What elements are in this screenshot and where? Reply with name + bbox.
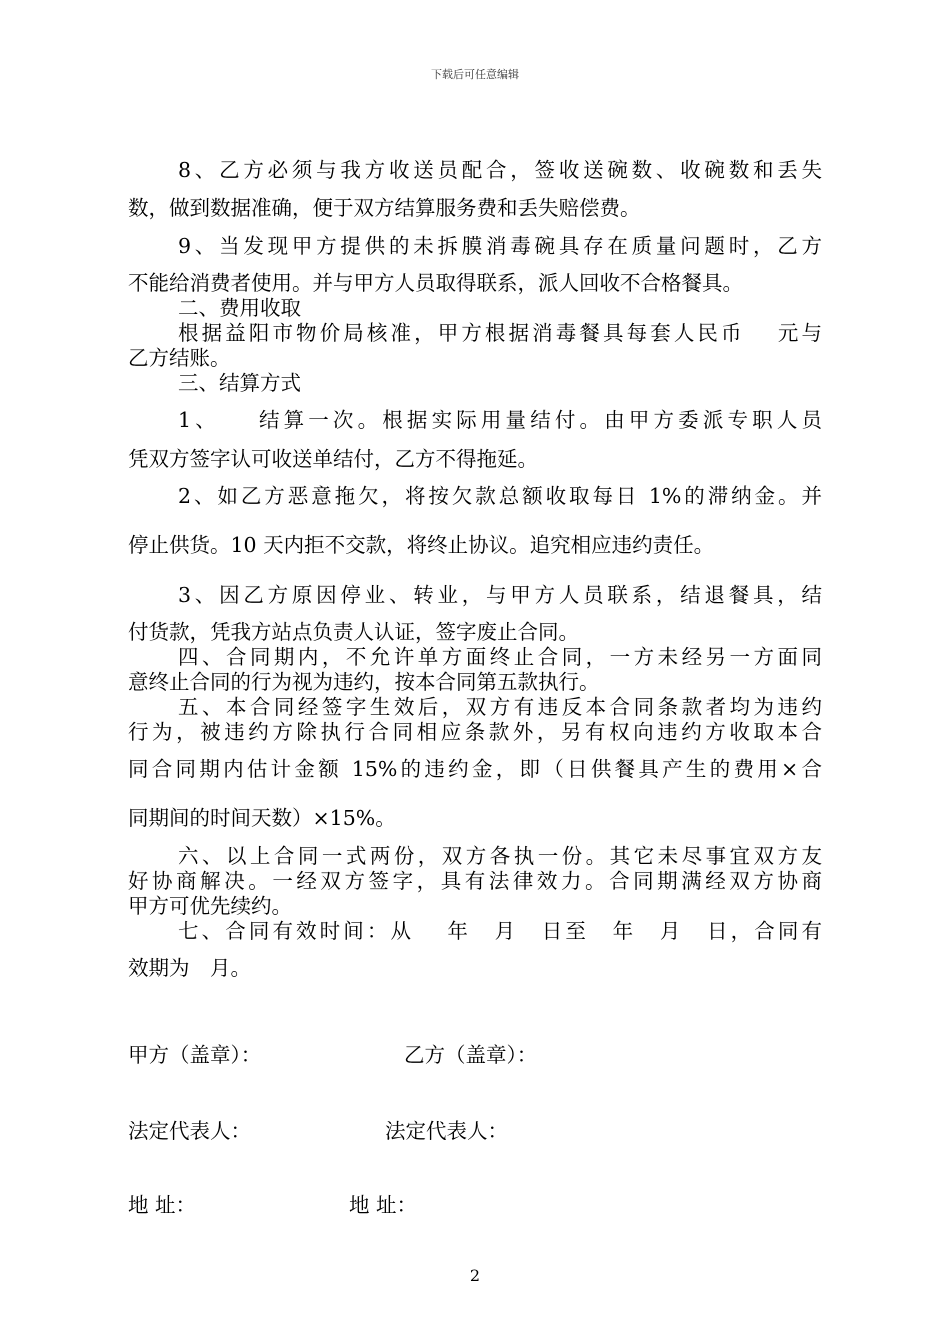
body-line: 3、因乙方原因停业、转业，与甲方人员联系，结退餐具，结 <box>178 583 822 607</box>
party-a-representative-label: 法定代表人： <box>128 1119 251 1143</box>
section-heading: 三、结算方式 <box>178 371 301 395</box>
body-line: 付货款，凭我方站点负责人认证，签字废止合同。 <box>128 620 579 644</box>
party-b-seal-label: 乙方（盖章）： <box>404 1043 538 1067</box>
body-line: 效期为 月。 <box>128 956 251 980</box>
body-line: 8、乙方必须与我方收送员配合，签收送碗数、收碗数和丢失 <box>178 158 822 182</box>
body-line: 数，做到数据准确，便于双方结算服务费和丢失赔偿费。 <box>128 196 641 220</box>
body-line: 不能给消费者使用。并与甲方人员取得联系，派人回收不合格餐具。 <box>128 271 743 295</box>
body-line: 意终止合同的行为视为违约，按本合同第五款执行。 <box>128 670 600 694</box>
body-line: 行为，被违约方除执行合同相应条款外，另有权向违约方收取本合 <box>128 720 822 744</box>
page-number: 2 <box>469 1266 481 1285</box>
body-line: 同期间的时间天数）×15%。 <box>128 806 396 830</box>
party-b-representative-label: 法定代表人： <box>385 1119 508 1143</box>
body-line: 9、当发现甲方提供的未拆膜消毒碗具存在质量问题时，乙方 <box>178 234 822 258</box>
body-line: 五、本合同经签字生效后，双方有违反本合同条款者均为违约 <box>178 695 822 719</box>
body-line: 甲方可优先续约。 <box>128 894 292 918</box>
body-line: 好协商解决。一经双方签字，具有法律效力。合同期满经双方协商 <box>128 869 822 893</box>
body-line: 七、合同有效时间：从 年 月 日至 年 月 日，合同有 <box>178 919 822 943</box>
body-line: 同合同期内估计金额 15%的违约金，即（日供餐具产生的费用×合 <box>128 757 822 781</box>
body-line: 乙方结账。 <box>128 346 231 370</box>
section-heading: 二、费用收取 <box>178 296 301 320</box>
body-line: 四、合同期内，不允许单方面终止合同，一方未经另一方面同 <box>178 645 822 669</box>
page-header: 下载后可任意编辑 <box>431 68 519 81</box>
body-line: 1、 结算一次。根据实际用量结付。由甲方委派专职人员 <box>178 408 822 432</box>
body-line: 2、如乙方恶意拖欠，将按欠款总额收取每日 1%的滞纳金。并 <box>178 484 822 508</box>
body-line: 根据益阳市物价局核准，甲方根据消毒餐具每套人民币 元与 <box>178 321 822 345</box>
party-a-address-label: 地 址： <box>128 1193 197 1217</box>
body-line: 凭双方签字认可收送单结付，乙方不得拖延。 <box>128 447 538 471</box>
party-b-address-label: 地 址： <box>349 1193 418 1217</box>
body-line: 停止供货。10 天内拒不交款，将终止协议。追究相应违约责任。 <box>128 533 715 557</box>
body-line: 六、以上合同一式两份，双方各执一份。其它未尽事宜双方友 <box>178 844 822 868</box>
party-a-seal-label: 甲方（盖章）： <box>128 1043 262 1067</box>
